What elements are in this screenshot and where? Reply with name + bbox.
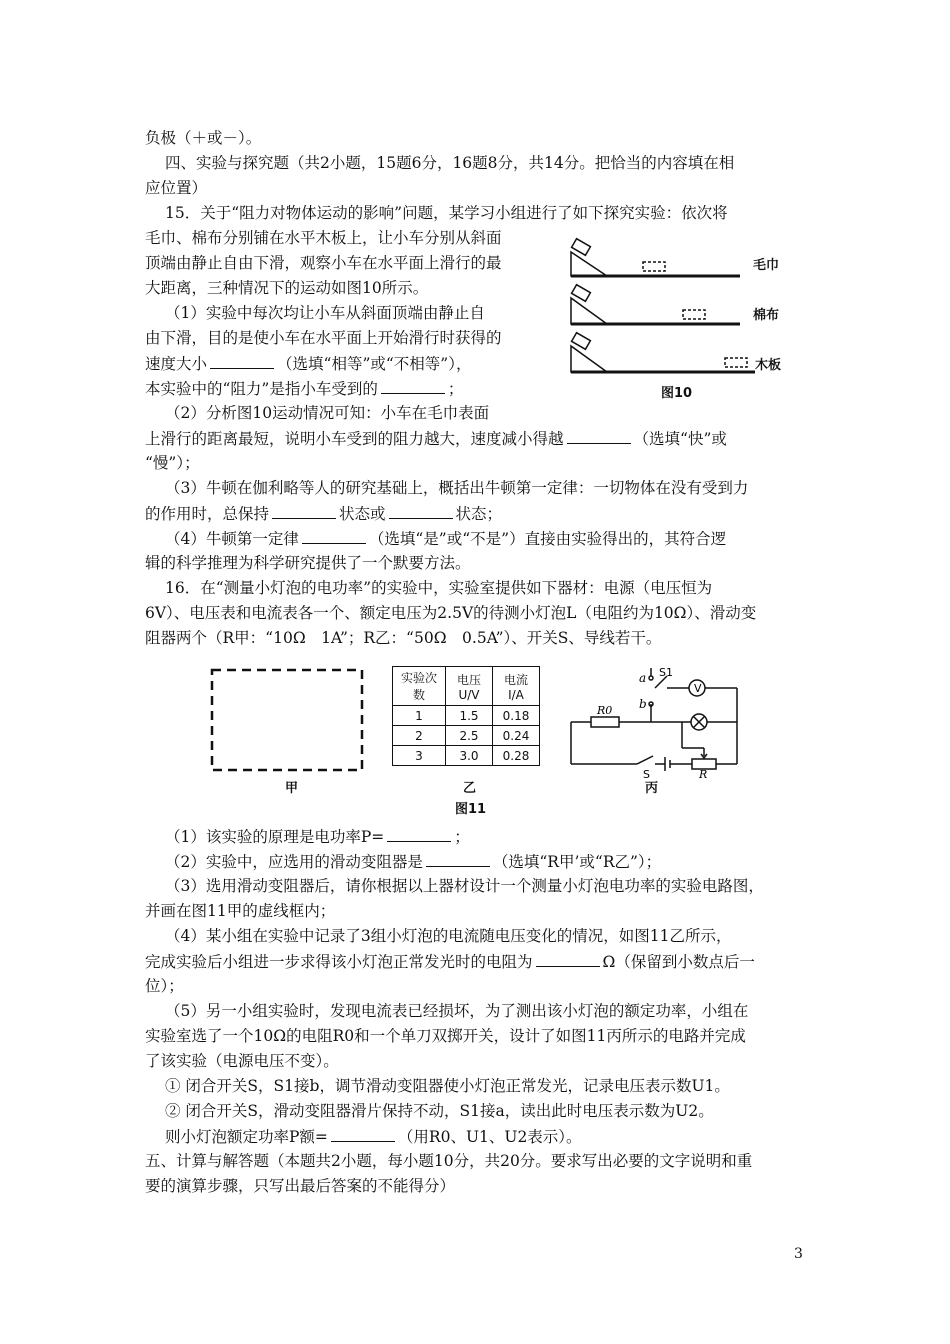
question-15-stem: 15．关于“阻力对物体运动的影响”问题，某学习小组进行了如下探究实验：依次将	[165, 204, 728, 222]
question-16-stem: 16．在“测量小灯泡的电功率”的实验中，实验室提供如下器材：电源（电压恒为	[165, 579, 713, 597]
table-cell: 3.0	[446, 746, 493, 766]
answer-blank[interactable]	[567, 427, 631, 444]
text-line: 6V）、电压表和电流表各一个、额定电压为2.5V的待测小灯泡L（电阻约为10Ω）、滑动变	[145, 604, 757, 622]
text-line: （4）某小组在实验中记录了3组小灯泡的电流随电压变化的情况，如图11乙所示，	[165, 927, 732, 945]
text-seg: 上滑行的距离最短，说明小车受到的阻力越大，速度减小得越	[145, 430, 564, 448]
text-line: （2）分析图10运动情况可知：小车在毛巾表面	[165, 404, 490, 422]
figure-11-caption: 图11	[455, 802, 487, 817]
figure-11	[205, 660, 750, 820]
text-line: （3）牛顿在伽利略等人的研究基础上，概括出牛顿第一定律：一切物体在没有受到力	[165, 479, 749, 497]
table-cell: 2.5	[446, 726, 493, 746]
text-line: ② 闭合开关S，滑动变阻器滑片保持不动，S1接a，读出此时电压表示数为U2。	[165, 1102, 714, 1120]
table-header-row	[393, 667, 540, 706]
label-bing: 丙	[645, 781, 659, 796]
text-seg: （2）实验中，应选用的滑动变阻器是	[165, 853, 423, 871]
text-line: 应位置）	[145, 179, 208, 197]
answer-blank[interactable]	[381, 377, 445, 394]
text-seg: （4）牛顿第一定律	[165, 530, 299, 548]
section-heading-4: 四、实验与探究题（共2小题，15题6分，16题8分，共14分。把恰当的内容填在相	[165, 154, 735, 172]
cotton-label: 棉布	[753, 308, 780, 323]
label-jia: 甲	[285, 781, 299, 796]
text-line: 了该实验（电源电压不变）。	[145, 1052, 339, 1070]
rheostat-r-label: R	[699, 768, 708, 779]
data-table	[392, 666, 540, 766]
text-seg: （选填“快”或	[633, 430, 727, 448]
text-line	[165, 825, 470, 848]
text-seg: Ω（保留到小数点后一	[602, 953, 755, 971]
table-cell: 0.28	[493, 746, 540, 766]
text-line	[145, 950, 755, 973]
text-line: 顶端由静止自由下滑，观察小车在水平面上滑行的最	[145, 254, 502, 272]
answer-blank[interactable]	[331, 1125, 395, 1142]
text-line: （3）选用滑动变阻器后，请你根据以上器材设计一个测量小灯泡电功率的实验电路图，	[165, 877, 764, 895]
text-seg: 状态；	[455, 505, 503, 523]
table-cell: 3	[393, 746, 446, 766]
text-line: 位）；	[145, 977, 184, 995]
text-line: ① 闭合开关S，S1接b，调节滑动变阻器使小灯泡正常发光，记录电压表示数U1。	[165, 1077, 730, 1095]
terminal-a-label: a	[639, 671, 647, 685]
text-seg: ；	[454, 828, 470, 846]
text-seg: （选填“相等”或“不相等”），	[277, 355, 472, 373]
voltmeter-symbol: V	[694, 682, 702, 695]
text-seg: （1）该实验的原理是电功率P=	[165, 828, 385, 846]
switch-s-label: S	[643, 768, 650, 779]
text-line	[165, 527, 726, 550]
answer-blank[interactable]	[210, 352, 274, 369]
table-cell: 1	[393, 706, 446, 726]
text-line	[145, 502, 502, 525]
answer-blank[interactable]	[536, 950, 600, 967]
text-seg: 状态或	[339, 505, 386, 523]
text-line: 阻器两个（R甲：“10Ω 1A”；R乙：“50Ω 0.5A”）、开关S、导线若干。	[145, 629, 662, 647]
text-line: 要的演算步骤，只写出最后答案的不能得分）	[145, 1177, 456, 1195]
text-line: “慢”）；	[145, 454, 200, 472]
table-row	[393, 706, 540, 726]
figure-10-caption: 图10	[661, 386, 693, 401]
table-cell: 1.5	[446, 706, 493, 726]
text-seg: （选填“是”或“不是”）直接由实验得出的，其符合逻	[368, 530, 727, 548]
text-line	[145, 427, 727, 450]
text-seg: 则小灯泡额定功率P额=	[165, 1128, 328, 1146]
text-line: 大距离，三种情况下的运动如图10所示。	[145, 279, 429, 297]
page-number: 3	[794, 1246, 803, 1262]
answer-blank[interactable]	[302, 527, 366, 544]
resistor-r0-label: R0	[597, 704, 613, 717]
label-yi: 乙	[463, 781, 477, 796]
table-header-cell: 电压U/V	[446, 667, 493, 706]
terminal-b-label: b	[639, 697, 647, 711]
text-line: 辑的科学推理为科学研究提供了一个默要方法。	[145, 554, 471, 572]
text-line	[165, 850, 661, 873]
dashed-answer-box[interactable]	[210, 668, 370, 778]
text-line: 并画在图11甲的虚线框内；	[145, 902, 336, 920]
text-line: 负极（＋或－）。	[145, 129, 262, 147]
text-seg: 速度大小	[145, 355, 208, 373]
section-heading-5: 五、计算与解答题（本题共2小题，每小题10分，共20分。要求写出必要的文字说明和重	[145, 1152, 753, 1170]
text-seg: （用R0、U1、U2表示）。	[397, 1128, 582, 1146]
table-cell: 2	[393, 726, 446, 746]
answer-blank[interactable]	[389, 502, 453, 519]
text-seg: 完成实验后小组进一步求得该小灯泡正常发光时的电阻为	[145, 953, 533, 971]
text-seg: 的作用时，总保持	[145, 505, 270, 523]
answer-blank[interactable]	[272, 502, 336, 519]
text-line	[145, 352, 471, 375]
table-cell: 0.24	[493, 726, 540, 746]
table-header-cell: 实验次数	[393, 667, 446, 706]
text-line: 毛巾、棉布分别铺在水平木板上，让小车分别从斜面	[145, 229, 502, 247]
table-row	[393, 746, 540, 766]
table-cell: 0.18	[493, 706, 540, 726]
circuit-diagram	[567, 664, 742, 779]
text-line	[165, 1125, 582, 1148]
text-line: 实验室选了一个10Ω的电阻R0和一个单刀双掷开关，设计了如图11丙所示的电路并完成	[145, 1027, 746, 1045]
figure-10	[565, 232, 795, 402]
text-line: 由下滑，目的是使小车在水平面上开始滑行时获得的	[145, 329, 502, 347]
answer-blank[interactable]	[387, 825, 451, 842]
text-line: （5）另一小组实验时，发现电流表已经损坏，为了测出该小灯泡的额定功率，小组在	[165, 1002, 749, 1020]
text-seg: （选填“R甲’或“R乙”）；	[492, 853, 662, 871]
table-header-cell: 电流I/A	[493, 667, 540, 706]
answer-blank[interactable]	[426, 850, 490, 867]
text-seg: ；	[447, 380, 464, 398]
text-line: （1）实验中每次均让小车从斜面顶端由静止自	[165, 304, 485, 322]
wood-label: 木板	[755, 358, 782, 373]
towel-label: 毛巾	[753, 258, 780, 273]
switch-s1-label: S1	[659, 666, 673, 679]
text-line	[145, 377, 463, 400]
text-seg: 本实验中的“阻力”是指小车受到的	[145, 380, 378, 398]
table-row	[393, 726, 540, 746]
